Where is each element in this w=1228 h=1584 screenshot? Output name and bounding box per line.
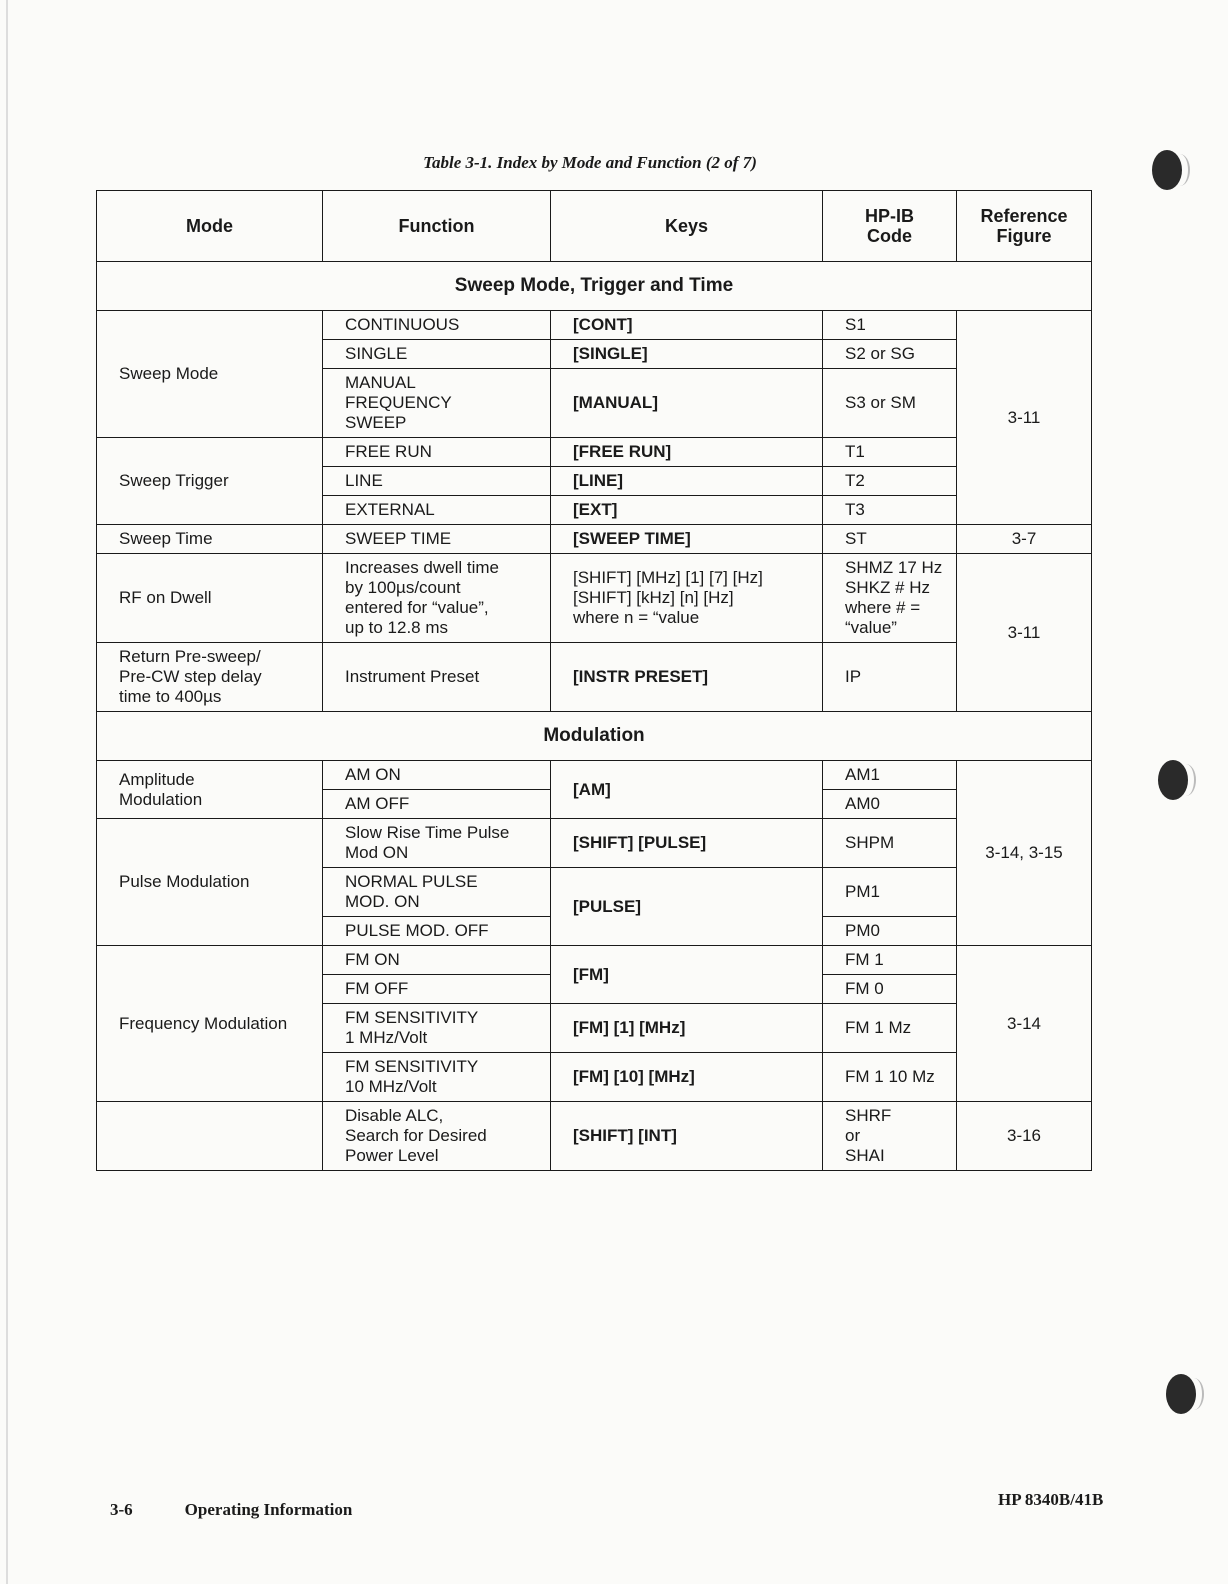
keys-cell: [LINE] [551,467,823,496]
mode-cell: Sweep Time [97,525,323,554]
reference-cell: 3-11 [957,554,1092,712]
footer-model: HP 8340B/41B [998,1490,1104,1509]
code-cell: SHMZ 17 Hz SHKZ # Hz where # = “value” [823,554,957,643]
mode-cell: Amplitude Modulation [97,761,323,819]
function-cell: CONTINUOUS [323,311,551,340]
binder-hole-icon [1158,760,1188,800]
code-cell: AM1 [823,761,957,790]
reference-cell: 3-11 [957,311,1092,525]
table-caption: Table 3-1. Index by Mode and Function (2 of 7) [423,153,757,172]
header-hpib-code: HP-IB Code [823,191,957,262]
page-number: 3-6 [110,1500,133,1519]
table-row [97,438,1092,467]
mode-cell: Sweep Mode [97,311,323,438]
reference-cell: 3-16 [957,1102,1092,1171]
table-row [97,819,1092,868]
mode-cell: Return Pre-sweep/ Pre-CW step delay time to 400µs [97,643,323,712]
mode-cell: RF on Dwell [97,554,323,643]
keys-cell: [PULSE] [551,868,823,946]
reference-cell: 3-7 [957,525,1092,554]
mode-cell: Frequency Modulation [97,946,323,1102]
keys-note: where n = “value [573,608,700,627]
header-reference-figure: Reference Figure [957,191,1092,262]
code-cell: ST [823,525,957,554]
code-cell: SHPM [823,819,957,868]
function-cell: FM SENSITIVITY 10 MHz/Volt [323,1053,551,1102]
function-cell: SWEEP TIME [323,525,551,554]
index-table [96,190,1092,1171]
table-row [97,554,1092,643]
code-cell: FM 1 Mz [823,1004,957,1053]
keys-text: [SHIFT] [MHz] [1] [7] [Hz] [SHIFT] [kHz] [n] [Hz] [573,568,763,607]
function-cell: Instrument Preset [323,643,551,712]
mode-cell [97,1102,323,1171]
table-row [97,1102,1092,1171]
code-cell: PM1 [823,868,957,917]
function-cell: FREE RUN [323,438,551,467]
keys-cell: [FM] [1] [MHz] [551,1004,823,1053]
function-cell: FM ON [323,946,551,975]
keys-cell: [AM] [551,761,823,819]
function-cell: Increases dwell time by 100µs/count entered for “value”, up to 12.8 ms [323,554,551,643]
keys-cell: [MANUAL] [551,369,823,438]
page-edge-shadow [6,0,8,1584]
function-cell: MANUAL FREQUENCY SWEEP [323,369,551,438]
section-sweep: Sweep Mode, Trigger and Time [97,262,1092,311]
function-cell: Slow Rise Time Pulse Mod ON [323,819,551,868]
table-row [97,525,1092,554]
table-row [97,311,1092,340]
code-cell: S1 [823,311,957,340]
function-cell: Disable ALC, Search for Desired Power Level [323,1102,551,1171]
keys-cell: [FREE RUN] [551,438,823,467]
table-row [97,761,1092,790]
function-cell: FM OFF [323,975,551,1004]
table-row [97,643,1092,712]
keys-cell: [SWEEP TIME] [551,525,823,554]
code-cell: PM0 [823,917,957,946]
footer-left [110,1500,352,1520]
keys-cell: [FM] [10] [MHz] [551,1053,823,1102]
footer-section-title: Operating Information [184,1500,353,1519]
keys-cell: [SHIFT] [PULSE] [551,819,823,868]
code-cell: FM 1 10 Mz [823,1053,957,1102]
table-header-row [97,191,1092,262]
header-mode: Mode [97,191,323,262]
code-cell: S3 or SM [823,369,957,438]
header-function: Function [323,191,551,262]
reference-cell: 3-14 [957,946,1092,1102]
code-cell: IP [823,643,957,712]
code-cell: T3 [823,496,957,525]
keys-cell: [SHIFT] [INT] [551,1102,823,1171]
mode-cell: Pulse Modulation [97,819,323,946]
function-cell: NORMAL PULSE MOD. ON [323,868,551,917]
keys-cell: [FM] [551,946,823,1004]
section-modulation: Modulation [97,712,1092,761]
code-cell: AM0 [823,790,957,819]
function-cell: SINGLE [323,340,551,369]
keys-cell [551,554,823,643]
mode-cell: Sweep Trigger [97,438,323,525]
function-cell: AM OFF [323,790,551,819]
keys-cell: [INSTR PRESET] [551,643,823,712]
code-cell: T1 [823,438,957,467]
code-cell: S2 or SG [823,340,957,369]
code-cell: FM 1 [823,946,957,975]
header-keys: Keys [551,191,823,262]
code-cell: T2 [823,467,957,496]
table-row [97,946,1092,975]
function-cell: AM ON [323,761,551,790]
function-cell: PULSE MOD. OFF [323,917,551,946]
code-cell: SHRF or SHAI [823,1102,957,1171]
keys-cell: [EXT] [551,496,823,525]
reference-cell: 3-14, 3-15 [957,761,1092,946]
keys-cell: [SINGLE] [551,340,823,369]
keys-cell: [CONT] [551,311,823,340]
function-cell: LINE [323,467,551,496]
function-cell: FM SENSITIVITY 1 MHz/Volt [323,1004,551,1053]
code-cell: FM 0 [823,975,957,1004]
binder-hole-icon [1166,1374,1196,1414]
function-cell: EXTERNAL [323,496,551,525]
